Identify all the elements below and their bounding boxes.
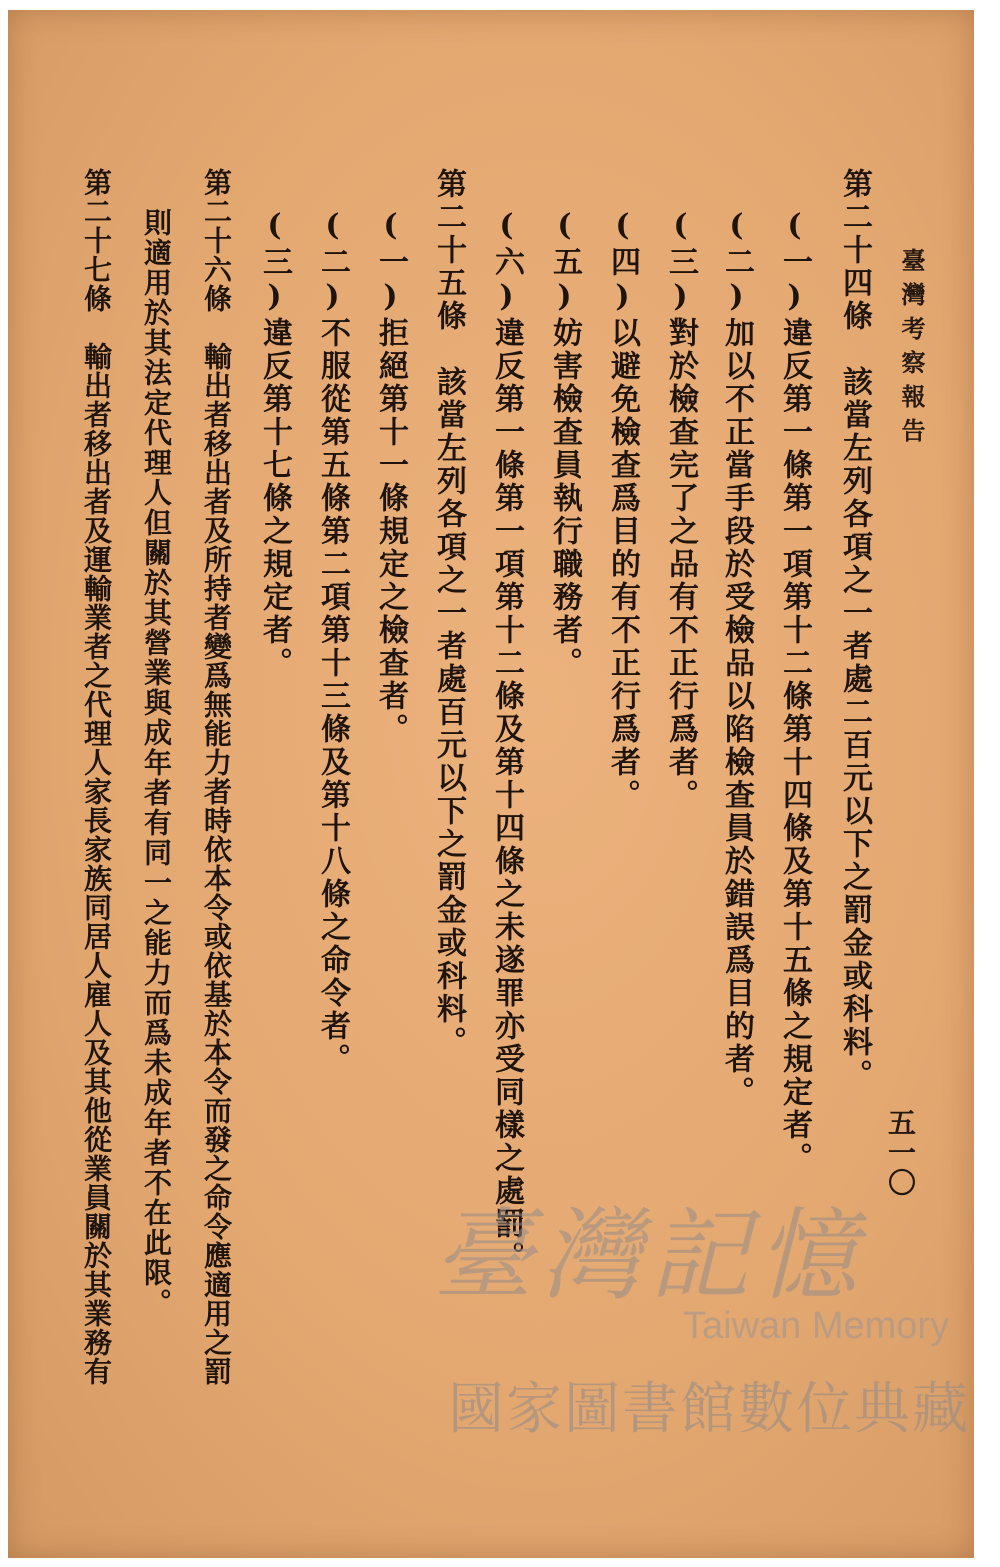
text-column: 第二十五條 該當左列各項之一者處百元以下之罰金或科料。: [431, 168, 466, 1059]
text-column: (三)對於檢查完了之品有不正行爲者。: [663, 208, 698, 812]
text-column: 第二十六條 輸出者移出者及所持者變爲無能力者時依本令或依基於本令而發之命令應適用之罰: [200, 168, 233, 1386]
text-column: (二)加以不正當手段於受檢品以陷檢查員於錯誤爲目的者。: [719, 208, 754, 1109]
text-column: (一)拒絕第十一條規定之檢查者。: [373, 208, 408, 746]
watermark-english: Taiwan Memory: [683, 1305, 950, 1347]
text-column: 則適用於其法定代理人但關於其營業與成年者有同一之能力而爲未成年者不在此限。: [140, 208, 173, 1318]
watermark-chinese: 國家圖書館數位典藏: [448, 1377, 970, 1442]
text-column: (三)違反第十七條之規定者。: [257, 208, 292, 680]
running-header: 臺灣考察報告: [897, 248, 926, 452]
text-column: (五)妨害檢查員執行職務者。: [547, 208, 582, 680]
text-column: 第二十四條 該當左列各項之一者處二百元以下之罰金或科料。: [837, 168, 872, 1092]
page-number: 五一〇: [884, 1108, 917, 1198]
text-column: (一)違反第一條第一項第十二條第十四條及第十五條之規定者。: [777, 208, 812, 1175]
text-column: 第二十七條 輸出者移出者及運輸業者之代理人家長家族同居人雇人及其他從業員關於其業務有: [80, 168, 113, 1386]
document-page: [8, 10, 974, 1558]
watermark-script: 臺灣記憶: [433, 1197, 865, 1314]
text-column: (四)以避免檢查爲目的有不正行爲者。: [605, 208, 640, 812]
text-column: (六)違反第一條第一項第十二條及第十四條之未遂罪亦受同樣之處罰。: [489, 208, 524, 1274]
text-column: (二)不服從第五條第二項第十三條及第十八條之命令者。: [315, 208, 350, 1076]
